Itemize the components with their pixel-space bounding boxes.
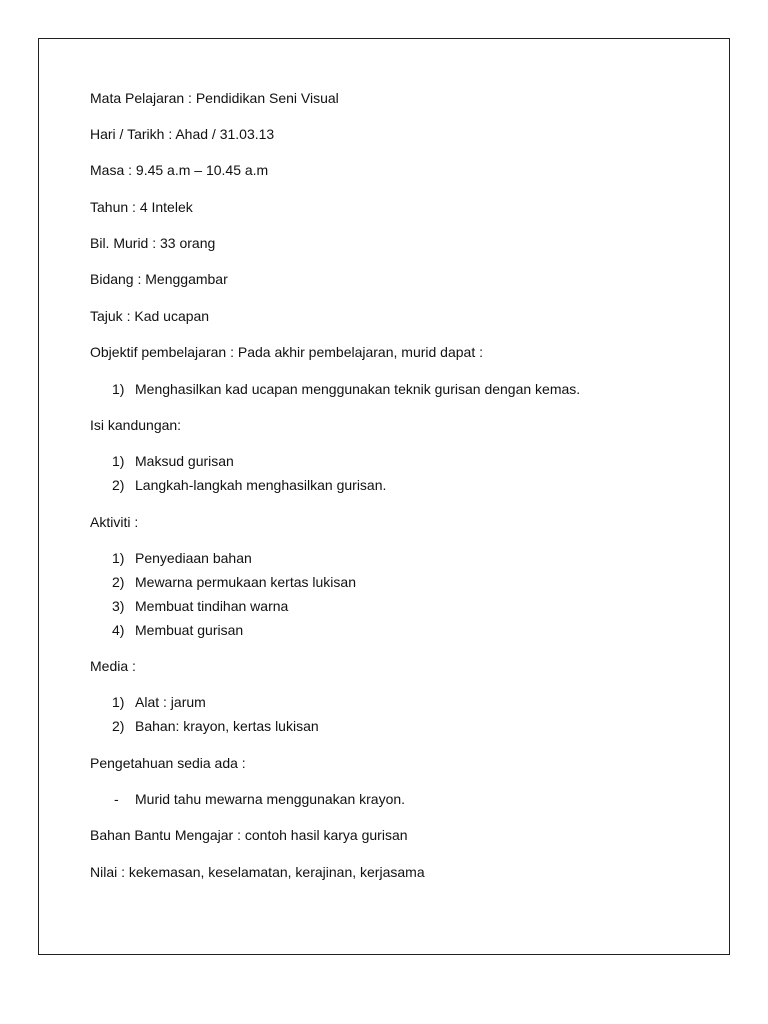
list-number: 1) (112, 381, 125, 397)
objective-heading: Objektif pembelajaran : Pada akhir pembelajaran, murid dapat : (90, 344, 483, 360)
day-date-line: Hari / Tarikh : Ahad / 31.03.13 (90, 126, 275, 142)
list-number: 3) (112, 598, 125, 614)
list-number: 2) (112, 574, 125, 590)
values-line: Nilai : kekemasan, keselamatan, kerajinan, kerjasama (90, 864, 425, 880)
list-number: 1) (112, 694, 125, 710)
list-text: Alat : jarum (135, 694, 206, 710)
list-text: Bahan: krayon, kertas lukisan (135, 718, 319, 734)
document-page (38, 38, 730, 955)
list-text: Mewarna permukaan kertas lukisan (135, 574, 356, 590)
field-line: Bidang : Menggambar (90, 271, 228, 287)
year-line: Tahun : 4 Intelek (90, 199, 193, 215)
list-text: Menghasilkan kad ucapan menggunakan teknik gurisan dengan kemas. (135, 381, 581, 397)
prior-knowledge-heading: Pengetahuan sedia ada : (90, 755, 246, 771)
list-bullet: - (114, 791, 119, 807)
list-text: Penyediaan bahan (135, 550, 252, 566)
subject-line: Mata Pelajaran : Pendidikan Seni Visual (90, 90, 339, 106)
activity-heading: Aktiviti : (90, 514, 139, 530)
time-line: Masa : 9.45 a.m – 10.45 a.m (90, 162, 269, 178)
content-heading: Isi kandungan: (90, 417, 182, 433)
list-number: 2) (112, 477, 125, 493)
topic-line: Tajuk : Kad ucapan (90, 308, 210, 324)
list-number: 4) (112, 622, 125, 638)
list-number: 1) (112, 550, 125, 566)
list-number: 1) (112, 453, 125, 469)
list-text: Murid tahu mewarna menggunakan krayon. (135, 791, 406, 807)
teaching-aids-line: Bahan Bantu Mengajar : contoh hasil karya gurisan (90, 827, 408, 843)
list-text: Langkah-langkah menghasilkan gurisan. (135, 477, 387, 493)
pupils-line: Bil. Murid : 33 orang (90, 235, 216, 251)
list-number: 2) (112, 718, 125, 734)
list-text: Maksud gurisan (135, 453, 234, 469)
list-text: Membuat tindihan warna (135, 598, 289, 614)
media-heading: Media : (90, 658, 136, 674)
list-text: Membuat gurisan (135, 622, 244, 638)
